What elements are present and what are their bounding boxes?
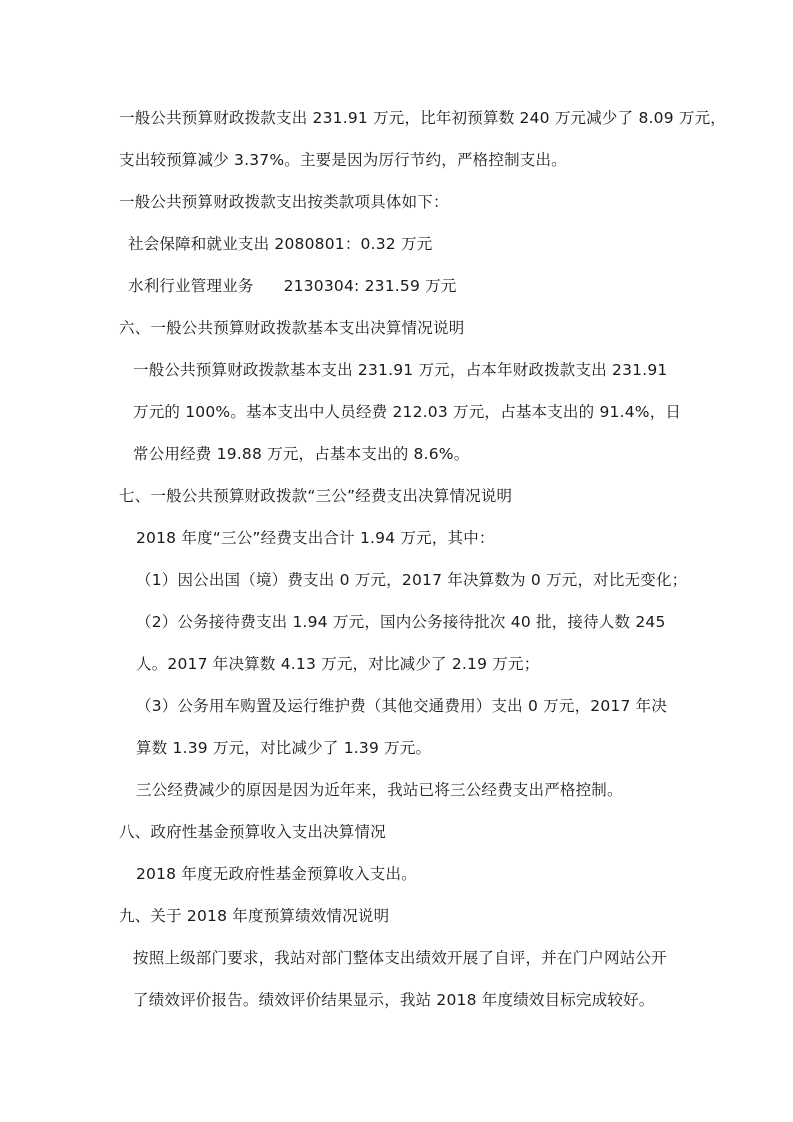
paragraph-line: 一般公共预算财政拨款支出 231.91 万元，比年初预算数 240 万元减少了 8.09 万元， [119, 109, 726, 127]
paragraph-line: 常公用经费 19.88 万元，占基本支出的 8.6%。 [133, 445, 470, 463]
paragraph-line: 2018 年度“三公”经费支出合计 1.94 万元，其中： [136, 529, 495, 547]
list-item-label: 水利行业管理业务 [128, 277, 254, 295]
paragraph-line: 按照上级部门要求，我站对部门整体支出绩效开展了自评，并在门户网站公开 [133, 949, 667, 967]
paragraph-line: 了绩效评价报告。绩效评价结果显示，我站 2018 年度绩效目标完成较好。 [133, 991, 655, 1009]
list-item: （2）公务接待费支出 1.94 万元，国内公务接待批次 40 批，接待人数 245 [136, 613, 666, 631]
list-item-value: 2130304: 231.59 万元 [283, 277, 457, 295]
paragraph-line: 三公经费减少的原因是因为近年来，我站已将三公经费支出严格控制。 [136, 781, 623, 799]
section-heading: 七、一般公共预算财政拨款“三公”经费支出决算情况说明 [119, 487, 513, 505]
section-heading: 九、关于 2018 年度预算绩效情况说明 [119, 907, 390, 925]
paragraph-line: 万元的 100%。基本支出中人员经费 212.03 万元，占基本支出的 91.4%，日 [133, 403, 682, 421]
paragraph-line: 一般公共预算财政拨款支出按类款项具体如下： [119, 193, 449, 211]
list-item: 算数 1.39 万元，对比减少了 1.39 万元。 [136, 739, 432, 757]
list-item: （1）因公出国（境）费支出 0 万元，2017 年决算数为 0 万元，对比无变化； [136, 571, 688, 589]
section-heading: 八、政府性基金预算收入支出决算情况 [119, 823, 386, 841]
paragraph-line: 2018 年度无政府性基金预算收入支出。 [136, 865, 417, 883]
list-item: 社会保障和就业支出 2080801：0.32 万元 [128, 235, 433, 253]
list-item: 人。2017 年决算数 4.13 万元，对比减少了 2.19 万元； [136, 655, 540, 673]
paragraph-line: 支出较预算减少 3.37%。主要是因为厉行节约，严格控制支出。 [119, 151, 567, 169]
list-item: （3）公务用车购置及运行维护费（其他交通费用）支出 0 万元，2017 年决 [136, 697, 668, 715]
section-heading: 六、一般公共预算财政拨款基本支出决算情况说明 [119, 319, 465, 337]
list-item [128, 276, 457, 296]
paragraph-line: 一般公共预算财政拨款基本支出 231.91 万元，占本年财政拨款支出 231.91 [133, 361, 668, 379]
